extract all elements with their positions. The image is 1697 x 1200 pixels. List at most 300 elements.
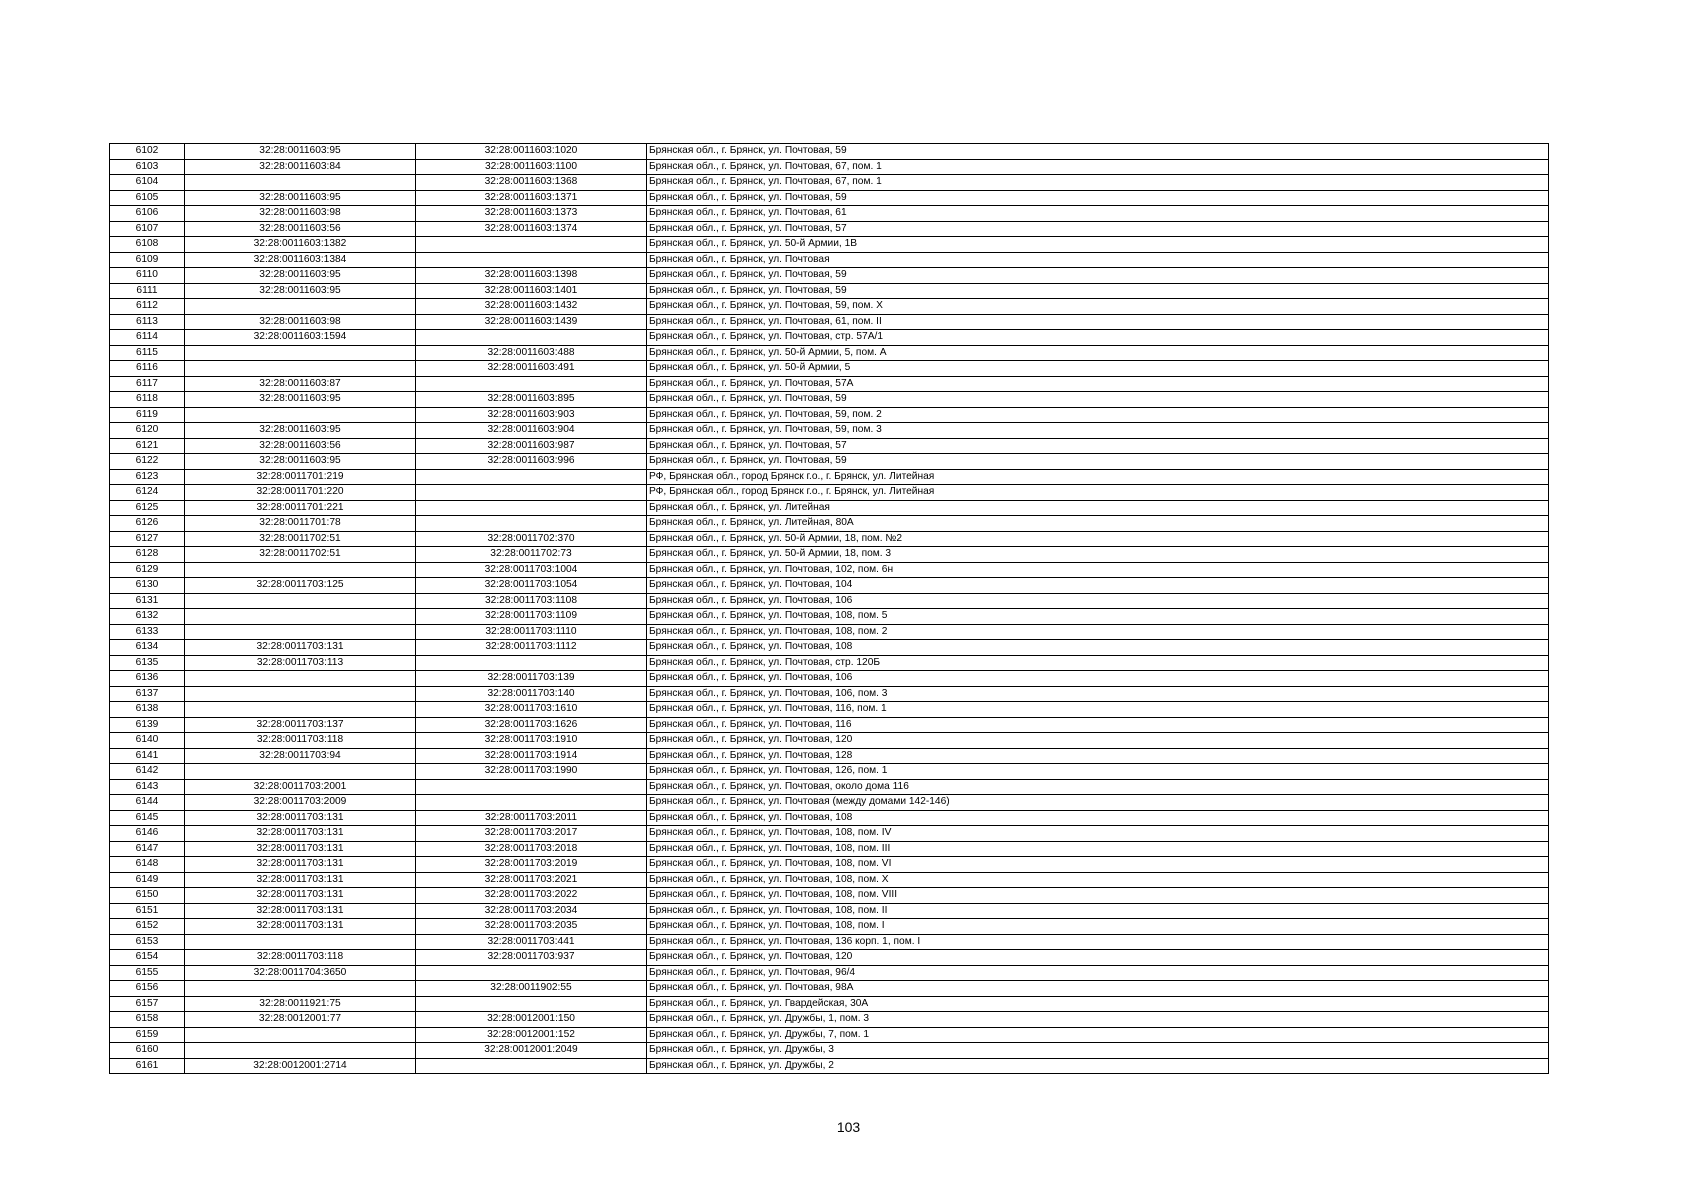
- parcel-number-cell: 32:28:0011603:56: [185, 221, 416, 237]
- row-number-cell: 6114: [110, 330, 185, 346]
- parcel-number-cell: 32:28:0011703:131: [185, 919, 416, 935]
- object-number-cell: 32:28:0012001:2049: [416, 1043, 647, 1059]
- parcel-number-cell: 32:28:0011702:51: [185, 531, 416, 547]
- parcel-number-cell: 32:28:0011703:131: [185, 903, 416, 919]
- row-number-cell: 6124: [110, 485, 185, 501]
- table-body: [110, 144, 1549, 1074]
- address-cell: Брянская обл., г. Брянск, ул. Почтовая, 108: [647, 640, 1549, 656]
- object-number-cell: 32:28:0011603:903: [416, 407, 647, 423]
- parcel-number-cell: 32:28:0011703:131: [185, 872, 416, 888]
- parcel-number-cell: 32:28:0011603:95: [185, 392, 416, 408]
- object-number-cell: 32:28:0011703:1610: [416, 702, 647, 718]
- address-cell: Брянская обл., г. Брянск, ул. Почтовая, 104: [647, 578, 1549, 594]
- parcel-number-cell: [185, 345, 416, 361]
- address-cell: Брянская обл., г. Брянск, ул. Почтовая, 67, пом. 1: [647, 159, 1549, 175]
- row-number-cell: 6150: [110, 888, 185, 904]
- table-row: [110, 981, 1549, 997]
- row-number-cell: 6156: [110, 981, 185, 997]
- address-cell: Брянская обл., г. Брянск, ул. Почтовая, 98А: [647, 981, 1549, 997]
- parcel-number-cell: 32:28:0011603:98: [185, 206, 416, 222]
- table-row: [110, 454, 1549, 470]
- address-cell: Брянская обл., г. Брянск, ул. Почтовая, 61, пом. II: [647, 314, 1549, 330]
- address-cell: Брянская обл., г. Брянск, ул. 50-й Армии, 5: [647, 361, 1549, 377]
- address-cell: Брянская обл., г. Брянск, ул. Почтовая, 108, пом. I: [647, 919, 1549, 935]
- table-row: [110, 469, 1549, 485]
- row-number-cell: 6145: [110, 810, 185, 826]
- table-row: [110, 686, 1549, 702]
- object-number-cell: 32:28:0011703:1910: [416, 733, 647, 749]
- table-row: [110, 965, 1549, 981]
- parcel-number-cell: 32:28:0011703:94: [185, 748, 416, 764]
- parcel-number-cell: 32:28:0011703:118: [185, 733, 416, 749]
- object-number-cell: 32:28:0011703:1054: [416, 578, 647, 594]
- object-number-cell: 32:28:0011603:1374: [416, 221, 647, 237]
- address-cell: Брянская обл., г. Брянск, ул. Почтовая, 108, пом. II: [647, 903, 1549, 919]
- row-number-cell: 6121: [110, 438, 185, 454]
- parcel-number-cell: 32:28:0011603:95: [185, 190, 416, 206]
- address-cell: РФ, Брянская обл., город Брянск г.о., г. Брянск, ул. Литейная: [647, 469, 1549, 485]
- address-cell: Брянская обл., г. Брянск, ул. Почтовая, 106: [647, 593, 1549, 609]
- table-row: [110, 702, 1549, 718]
- row-number-cell: 6119: [110, 407, 185, 423]
- object-number-cell: 32:28:0011603:1398: [416, 268, 647, 284]
- parcel-number-cell: 32:28:0011701:221: [185, 500, 416, 516]
- row-number-cell: 6123: [110, 469, 185, 485]
- object-number-cell: 32:28:0011603:987: [416, 438, 647, 454]
- object-number-cell: [416, 655, 647, 671]
- address-cell: Брянская обл., г. Брянск, ул. Литейная, 80А: [647, 516, 1549, 532]
- table-row: [110, 531, 1549, 547]
- row-number-cell: 6153: [110, 934, 185, 950]
- page-number: 103: [836, 1119, 861, 1135]
- object-number-cell: 32:28:0011603:1439: [416, 314, 647, 330]
- object-number-cell: [416, 469, 647, 485]
- address-cell: Брянская обл., г. Брянск, ул. Дружбы, 3: [647, 1043, 1549, 1059]
- address-cell: Брянская обл., г. Брянск, ул. Почтовая, 108, пом. IV: [647, 826, 1549, 842]
- address-cell: Брянская обл., г. Брянск, ул. Почтовая, 108: [647, 810, 1549, 826]
- parcel-number-cell: 32:28:0011603:1384: [185, 252, 416, 268]
- parcel-number-cell: 32:28:0011603:56: [185, 438, 416, 454]
- table-row: [110, 810, 1549, 826]
- object-number-cell: 32:28:0011703:2018: [416, 841, 647, 857]
- parcel-number-cell: 32:28:0011704:3650: [185, 965, 416, 981]
- object-number-cell: 32:28:0011703:2035: [416, 919, 647, 935]
- row-number-cell: 6110: [110, 268, 185, 284]
- row-number-cell: 6159: [110, 1027, 185, 1043]
- table-row: [110, 314, 1549, 330]
- object-number-cell: 32:28:0012001:150: [416, 1012, 647, 1028]
- row-number-cell: 6152: [110, 919, 185, 935]
- object-number-cell: 32:28:0011603:1401: [416, 283, 647, 299]
- table-row: [110, 857, 1549, 873]
- table-row: [110, 671, 1549, 687]
- object-number-cell: 32:28:0011703:441: [416, 934, 647, 950]
- address-cell: Брянская обл., г. Брянск, ул. Почтовая, 59: [647, 454, 1549, 470]
- parcel-number-cell: 32:28:0012001:2714: [185, 1058, 416, 1074]
- parcel-number-cell: 32:28:0011603:1594: [185, 330, 416, 346]
- address-cell: Брянская обл., г. Брянск, ул. Почтовая, 59: [647, 144, 1549, 160]
- address-cell: РФ, Брянская обл., город Брянск г.о., г. Брянск, ул. Литейная: [647, 485, 1549, 501]
- table-row: [110, 1043, 1549, 1059]
- object-number-cell: [416, 795, 647, 811]
- object-number-cell: 32:28:0011702:370: [416, 531, 647, 547]
- table-row: [110, 438, 1549, 454]
- address-cell: Брянская обл., г. Брянск, ул. 50-й Армии, 18, пом. №2: [647, 531, 1549, 547]
- parcel-number-cell: [185, 624, 416, 640]
- table-row: [110, 888, 1549, 904]
- table-row: [110, 779, 1549, 795]
- address-cell: Брянская обл., г. Брянск, ул. Почтовая, 96/4: [647, 965, 1549, 981]
- parcel-number-cell: [185, 609, 416, 625]
- object-number-cell: 32:28:0011703:1914: [416, 748, 647, 764]
- row-number-cell: 6144: [110, 795, 185, 811]
- row-number-cell: 6111: [110, 283, 185, 299]
- table-row: [110, 175, 1549, 191]
- row-number-cell: 6151: [110, 903, 185, 919]
- row-number-cell: 6112: [110, 299, 185, 315]
- parcel-number-cell: [185, 764, 416, 780]
- address-cell: Брянская обл., г. Брянск, ул. Почтовая, 128: [647, 748, 1549, 764]
- table-row: [110, 516, 1549, 532]
- address-cell: Брянская обл., г. Брянск, ул. Почтовая, 120: [647, 950, 1549, 966]
- row-number-cell: 6125: [110, 500, 185, 516]
- row-number-cell: 6135: [110, 655, 185, 671]
- parcel-number-cell: 32:28:0011701:78: [185, 516, 416, 532]
- row-number-cell: 6136: [110, 671, 185, 687]
- address-cell: Брянская обл., г. Брянск, ул. Дружбы, 7, пом. 1: [647, 1027, 1549, 1043]
- address-cell: Брянская обл., г. Брянск, ул. Почтовая, 59: [647, 283, 1549, 299]
- row-number-cell: 6154: [110, 950, 185, 966]
- object-number-cell: 32:28:0011603:895: [416, 392, 647, 408]
- object-number-cell: 32:28:0011703:1990: [416, 764, 647, 780]
- row-number-cell: 6128: [110, 547, 185, 563]
- table-row: [110, 407, 1549, 423]
- object-number-cell: 32:28:0011603:1100: [416, 159, 647, 175]
- object-number-cell: [416, 252, 647, 268]
- parcel-number-cell: [185, 671, 416, 687]
- object-number-cell: 32:28:0011703:1109: [416, 609, 647, 625]
- row-number-cell: 6147: [110, 841, 185, 857]
- parcel-number-cell: 32:28:0011703:118: [185, 950, 416, 966]
- address-cell: Брянская обл., г. Брянск, ул. Почтовая, 108, пом. VIII: [647, 888, 1549, 904]
- parcel-number-cell: 32:28:0011703:125: [185, 578, 416, 594]
- address-cell: Брянская обл., г. Брянск, ул. Почтовая, 59: [647, 268, 1549, 284]
- row-number-cell: 6142: [110, 764, 185, 780]
- address-cell: Брянская обл., г. Брянск, ул. Почтовая, 116: [647, 717, 1549, 733]
- parcel-number-cell: 32:28:0012001:77: [185, 1012, 416, 1028]
- address-cell: Брянская обл., г. Брянск, ул. Почтовая, стр. 120Б: [647, 655, 1549, 671]
- table-row: [110, 919, 1549, 935]
- parcel-number-cell: 32:28:0011603:95: [185, 144, 416, 160]
- table-row: [110, 748, 1549, 764]
- row-number-cell: 6138: [110, 702, 185, 718]
- parcel-number-cell: [185, 934, 416, 950]
- address-cell: Брянская обл., г. Брянск, ул. 50-й Армии, 18, пом. 3: [647, 547, 1549, 563]
- table-row: [110, 950, 1549, 966]
- row-number-cell: 6127: [110, 531, 185, 547]
- address-cell: Брянская обл., г. Брянск, ул. Почтовая, 59, пом. 2: [647, 407, 1549, 423]
- table-row: [110, 330, 1549, 346]
- parcel-number-cell: [185, 1027, 416, 1043]
- address-cell: Брянская обл., г. Брянск, ул. Почтовая, 59, пом. 3: [647, 423, 1549, 439]
- object-number-cell: 32:28:0011703:1108: [416, 593, 647, 609]
- row-number-cell: 6160: [110, 1043, 185, 1059]
- address-cell: Брянская обл., г. Брянск, ул. Почтовая, 108, пом. 5: [647, 609, 1549, 625]
- row-number-cell: 6158: [110, 1012, 185, 1028]
- object-number-cell: 32:28:0011703:1626: [416, 717, 647, 733]
- object-number-cell: 32:28:0011703:2019: [416, 857, 647, 873]
- row-number-cell: 6148: [110, 857, 185, 873]
- object-number-cell: 32:28:0011603:1020: [416, 144, 647, 160]
- table-row: [110, 1012, 1549, 1028]
- address-cell: Брянская обл., г. Брянск, ул. 50-й Армии, 5, пом. А: [647, 345, 1549, 361]
- parcel-number-cell: 32:28:0011603:95: [185, 283, 416, 299]
- row-number-cell: 6146: [110, 826, 185, 842]
- table-row: [110, 996, 1549, 1012]
- table-row: [110, 268, 1549, 284]
- table-row: [110, 376, 1549, 392]
- address-cell: Брянская обл., г. Брянск, ул. Дружбы, 1, пом. 3: [647, 1012, 1549, 1028]
- table-row: [110, 609, 1549, 625]
- object-number-cell: [416, 330, 647, 346]
- row-number-cell: 6131: [110, 593, 185, 609]
- parcel-number-cell: [185, 299, 416, 315]
- object-number-cell: [416, 376, 647, 392]
- address-cell: Брянская обл., г. Брянск, ул. Почтовая, 102, пом. 6н: [647, 562, 1549, 578]
- row-number-cell: 6116: [110, 361, 185, 377]
- parcel-number-cell: [185, 562, 416, 578]
- row-number-cell: 6126: [110, 516, 185, 532]
- table-row: [110, 500, 1549, 516]
- object-number-cell: 32:28:0011703:139: [416, 671, 647, 687]
- address-cell: Брянская обл., г. Брянск, ул. Почтовая, 57: [647, 438, 1549, 454]
- parcel-number-cell: 32:28:0011703:113: [185, 655, 416, 671]
- address-cell: Брянская обл., г. Брянск, ул. Почтовая, 108, пом. X: [647, 872, 1549, 888]
- row-number-cell: 6102: [110, 144, 185, 160]
- table-row: [110, 1058, 1549, 1074]
- object-number-cell: 32:28:0011603:1373: [416, 206, 647, 222]
- table-row: [110, 578, 1549, 594]
- address-cell: Брянская обл., г. Брянск, ул. Почтовая, 106, пом. 3: [647, 686, 1549, 702]
- object-number-cell: [416, 516, 647, 532]
- row-number-cell: 6137: [110, 686, 185, 702]
- object-number-cell: 32:28:0011703:2021: [416, 872, 647, 888]
- row-number-cell: 6122: [110, 454, 185, 470]
- row-number-cell: 6120: [110, 423, 185, 439]
- table-row: [110, 237, 1549, 253]
- address-cell: Брянская обл., г. Брянск, ул. Почтовая (между домами 142-146): [647, 795, 1549, 811]
- object-number-cell: 32:28:0011703:2022: [416, 888, 647, 904]
- row-number-cell: 6134: [110, 640, 185, 656]
- table-row: [110, 547, 1549, 563]
- row-number-cell: 6113: [110, 314, 185, 330]
- object-number-cell: 32:28:0011703:1004: [416, 562, 647, 578]
- table-row: [110, 640, 1549, 656]
- address-cell: Брянская обл., г. Брянск, ул. Почтовая, 59, пом. X: [647, 299, 1549, 315]
- address-cell: Брянская обл., г. Брянск, ул. Почтовая, 59: [647, 190, 1549, 206]
- parcel-number-cell: 32:28:0011603:98: [185, 314, 416, 330]
- address-cell: Брянская обл., г. Брянск, ул. Почтовая, 116, пом. 1: [647, 702, 1549, 718]
- row-number-cell: 6155: [110, 965, 185, 981]
- table-row: [110, 345, 1549, 361]
- row-number-cell: 6141: [110, 748, 185, 764]
- table-row: [110, 655, 1549, 671]
- object-number-cell: 32:28:0011603:491: [416, 361, 647, 377]
- address-cell: Брянская обл., г. Брянск, ул. 50-й Армии, 1В: [647, 237, 1549, 253]
- parcel-number-cell: 32:28:0011703:2009: [185, 795, 416, 811]
- parcel-number-cell: 32:28:0011702:51: [185, 547, 416, 563]
- table-row: [110, 283, 1549, 299]
- row-number-cell: 6108: [110, 237, 185, 253]
- parcel-number-cell: [185, 361, 416, 377]
- parcel-number-cell: 32:28:0011603:84: [185, 159, 416, 175]
- object-number-cell: [416, 1058, 647, 1074]
- address-cell: Брянская обл., г. Брянск, ул. Почтовая, около дома 116: [647, 779, 1549, 795]
- table-row: [110, 593, 1549, 609]
- table-row: [110, 1027, 1549, 1043]
- cadastral-table: [109, 143, 1549, 1074]
- table-row: [110, 206, 1549, 222]
- parcel-number-cell: 32:28:0011703:131: [185, 810, 416, 826]
- parcel-number-cell: [185, 175, 416, 191]
- address-cell: Брянская обл., г. Брянск, ул. Почтовая, 108, пом. VI: [647, 857, 1549, 873]
- parcel-number-cell: 32:28:0011603:95: [185, 454, 416, 470]
- table-row: [110, 361, 1549, 377]
- object-number-cell: 32:28:0011603:1371: [416, 190, 647, 206]
- parcel-number-cell: 32:28:0011701:219: [185, 469, 416, 485]
- parcel-number-cell: [185, 1043, 416, 1059]
- table-row: [110, 826, 1549, 842]
- table-row: [110, 562, 1549, 578]
- address-cell: Брянская обл., г. Брянск, ул. Почтовая, 59: [647, 392, 1549, 408]
- row-number-cell: 6161: [110, 1058, 185, 1074]
- table-row: [110, 872, 1549, 888]
- object-number-cell: 32:28:0011603:488: [416, 345, 647, 361]
- object-number-cell: 32:28:0011603:904: [416, 423, 647, 439]
- address-cell: Брянская обл., г. Брянск, ул. Гвардейская, 30А: [647, 996, 1549, 1012]
- row-number-cell: 6105: [110, 190, 185, 206]
- parcel-number-cell: 32:28:0011703:131: [185, 826, 416, 842]
- table-row: [110, 159, 1549, 175]
- row-number-cell: 6133: [110, 624, 185, 640]
- row-number-cell: 6117: [110, 376, 185, 392]
- address-cell: Брянская обл., г. Брянск, ул. Почтовая, 106: [647, 671, 1549, 687]
- table-row: [110, 795, 1549, 811]
- row-number-cell: 6149: [110, 872, 185, 888]
- table-row: [110, 392, 1549, 408]
- table-row: [110, 485, 1549, 501]
- parcel-number-cell: 32:28:0011703:2001: [185, 779, 416, 795]
- row-number-cell: 6140: [110, 733, 185, 749]
- address-cell: Брянская обл., г. Брянск, ул. Почтовая, 120: [647, 733, 1549, 749]
- address-cell: Брянская обл., г. Брянск, ул. Литейная: [647, 500, 1549, 516]
- table-row: [110, 423, 1549, 439]
- parcel-number-cell: 32:28:0011603:87: [185, 376, 416, 392]
- parcel-number-cell: 32:28:0011703:131: [185, 888, 416, 904]
- row-number-cell: 6106: [110, 206, 185, 222]
- row-number-cell: 6109: [110, 252, 185, 268]
- table-row: [110, 934, 1549, 950]
- address-cell: Брянская обл., г. Брянск, ул. Почтовая: [647, 252, 1549, 268]
- address-cell: Брянская обл., г. Брянск, ул. Почтовая, 108, пом. 2: [647, 624, 1549, 640]
- object-number-cell: 32:28:0011603:1432: [416, 299, 647, 315]
- object-number-cell: [416, 996, 647, 1012]
- object-number-cell: 32:28:0011703:2011: [416, 810, 647, 826]
- row-number-cell: 6129: [110, 562, 185, 578]
- row-number-cell: 6104: [110, 175, 185, 191]
- address-cell: Брянская обл., г. Брянск, ул. Почтовая, стр. 57А/1: [647, 330, 1549, 346]
- table-row: [110, 903, 1549, 919]
- parcel-number-cell: 32:28:0011703:131: [185, 640, 416, 656]
- parcel-number-cell: 32:28:0011921:75: [185, 996, 416, 1012]
- parcel-number-cell: 32:28:0011703:131: [185, 857, 416, 873]
- parcel-number-cell: 32:28:0011701:220: [185, 485, 416, 501]
- table-row: [110, 764, 1549, 780]
- address-cell: Брянская обл., г. Брянск, ул. Почтовая, 57: [647, 221, 1549, 237]
- row-number-cell: 6130: [110, 578, 185, 594]
- table-row: [110, 144, 1549, 160]
- object-number-cell: [416, 779, 647, 795]
- parcel-number-cell: [185, 593, 416, 609]
- parcel-number-cell: 32:28:0011603:1382: [185, 237, 416, 253]
- object-number-cell: 32:28:0011603:1368: [416, 175, 647, 191]
- parcel-number-cell: [185, 981, 416, 997]
- table-row: [110, 717, 1549, 733]
- address-cell: Брянская обл., г. Брянск, ул. Почтовая, 126, пом. 1: [647, 764, 1549, 780]
- address-cell: Брянская обл., г. Брянск, ул. Почтовая, 108, пом. III: [647, 841, 1549, 857]
- table-row: [110, 221, 1549, 237]
- row-number-cell: 6107: [110, 221, 185, 237]
- object-number-cell: [416, 485, 647, 501]
- object-number-cell: [416, 965, 647, 981]
- address-cell: Брянская обл., г. Брянск, ул. Дружбы, 2: [647, 1058, 1549, 1074]
- object-number-cell: [416, 237, 647, 253]
- row-number-cell: 6118: [110, 392, 185, 408]
- table-row: [110, 299, 1549, 315]
- row-number-cell: 6143: [110, 779, 185, 795]
- parcel-number-cell: [185, 686, 416, 702]
- parcel-number-cell: 32:28:0011603:95: [185, 268, 416, 284]
- object-number-cell: 32:28:0012001:152: [416, 1027, 647, 1043]
- table-row: [110, 733, 1549, 749]
- object-number-cell: 32:28:0011703:140: [416, 686, 647, 702]
- object-number-cell: [416, 500, 647, 516]
- object-number-cell: 32:28:0011702:73: [416, 547, 647, 563]
- object-number-cell: 32:28:0011902:55: [416, 981, 647, 997]
- row-number-cell: 6139: [110, 717, 185, 733]
- row-number-cell: 6157: [110, 996, 185, 1012]
- parcel-number-cell: 32:28:0011603:95: [185, 423, 416, 439]
- table-row: [110, 252, 1549, 268]
- object-number-cell: 32:28:0011703:1110: [416, 624, 647, 640]
- parcel-number-cell: [185, 407, 416, 423]
- row-number-cell: 6132: [110, 609, 185, 625]
- table-row: [110, 841, 1549, 857]
- address-cell: Брянская обл., г. Брянск, ул. Почтовая, 67, пом. 1: [647, 175, 1549, 191]
- address-cell: Брянская обл., г. Брянск, ул. Почтовая, 57А: [647, 376, 1549, 392]
- row-number-cell: 6103: [110, 159, 185, 175]
- object-number-cell: 32:28:0011703:1112: [416, 640, 647, 656]
- object-number-cell: 32:28:0011603:996: [416, 454, 647, 470]
- object-number-cell: 32:28:0011703:2034: [416, 903, 647, 919]
- address-cell: Брянская обл., г. Брянск, ул. Почтовая, 61: [647, 206, 1549, 222]
- parcel-number-cell: [185, 702, 416, 718]
- row-number-cell: 6115: [110, 345, 185, 361]
- object-number-cell: 32:28:0011703:937: [416, 950, 647, 966]
- table-row: [110, 190, 1549, 206]
- table-row: [110, 624, 1549, 640]
- object-number-cell: 32:28:0011703:2017: [416, 826, 647, 842]
